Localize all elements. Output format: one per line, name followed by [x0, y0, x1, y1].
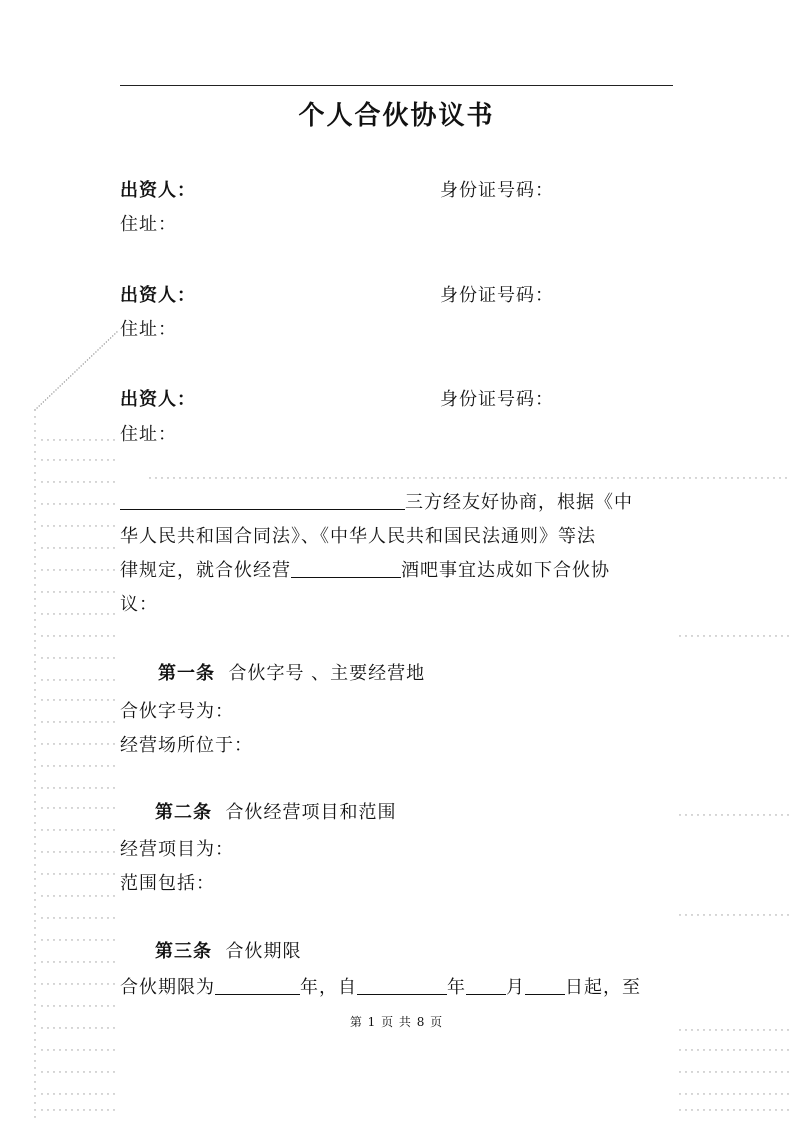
article-1-heading-row: [158, 659, 425, 685]
intro-line-4: 议：: [120, 594, 158, 615]
intro-line-2: 华人民共和国合同法》、《中华人民共和国民法通则》等法: [120, 526, 596, 547]
start-day-blank: [525, 976, 565, 995]
business-location-label: 经营场所位于：: [120, 735, 253, 756]
intro-line-1: [120, 488, 633, 514]
term-c: 年: [447, 977, 466, 998]
article-3-heading-row: [155, 937, 301, 963]
investor-label-1: 出资人：: [120, 180, 196, 201]
article-2-title: 合伙经营项目和范围: [225, 802, 397, 823]
intro-line-1-text: 三方经友好协商，根据《中: [405, 492, 633, 513]
address-label-3: 住址：: [120, 424, 177, 445]
article-2-heading: 第二条: [155, 802, 212, 823]
start-year-blank: [357, 976, 447, 995]
page-footer: 第 1 页 共 8 页: [349, 1015, 444, 1029]
document-title: 个人合伙协议书: [298, 101, 495, 131]
business-scope-label: 范围包括：: [120, 873, 215, 894]
address-label-2: 住址：: [120, 319, 177, 340]
intro-line-3-a: 律规定，就合伙经营: [120, 560, 291, 581]
address-label-1: 住址：: [120, 214, 177, 235]
id-number-label-3: 身份证号码：: [440, 389, 554, 410]
article-1-heading: 第一条: [158, 663, 215, 684]
partnership-name-label: 合伙字号为：: [120, 701, 234, 722]
id-number-label-1: 身份证号码：: [440, 180, 554, 201]
article-3-title: 合伙期限: [225, 941, 302, 962]
term-e: 日起，至: [565, 977, 641, 998]
intro-line-3-b: 酒吧事宜达成如下合伙协: [401, 560, 610, 581]
header-rule: [120, 85, 673, 86]
term-d: 月: [506, 977, 525, 998]
start-month-blank: [466, 976, 506, 995]
intro-line-3: [120, 556, 610, 582]
investor-label-2: 出资人：: [120, 285, 196, 306]
article-3-heading: 第三条: [155, 941, 212, 962]
article-1-title: 合伙字号 、主要经营地: [228, 663, 426, 684]
article-2-heading-row: [155, 798, 396, 824]
id-number-label-2: 身份证号码：: [440, 285, 554, 306]
parties-blank: [120, 491, 405, 510]
bar-name-blank: [291, 559, 401, 578]
term-b: 年，自: [300, 977, 357, 998]
business-items-label: 经营项目为：: [120, 839, 234, 860]
investor-label-3: 出资人：: [120, 389, 196, 410]
term-a: 合伙期限为: [120, 977, 215, 998]
term-line: [120, 973, 641, 999]
term-years-blank: [215, 976, 300, 995]
